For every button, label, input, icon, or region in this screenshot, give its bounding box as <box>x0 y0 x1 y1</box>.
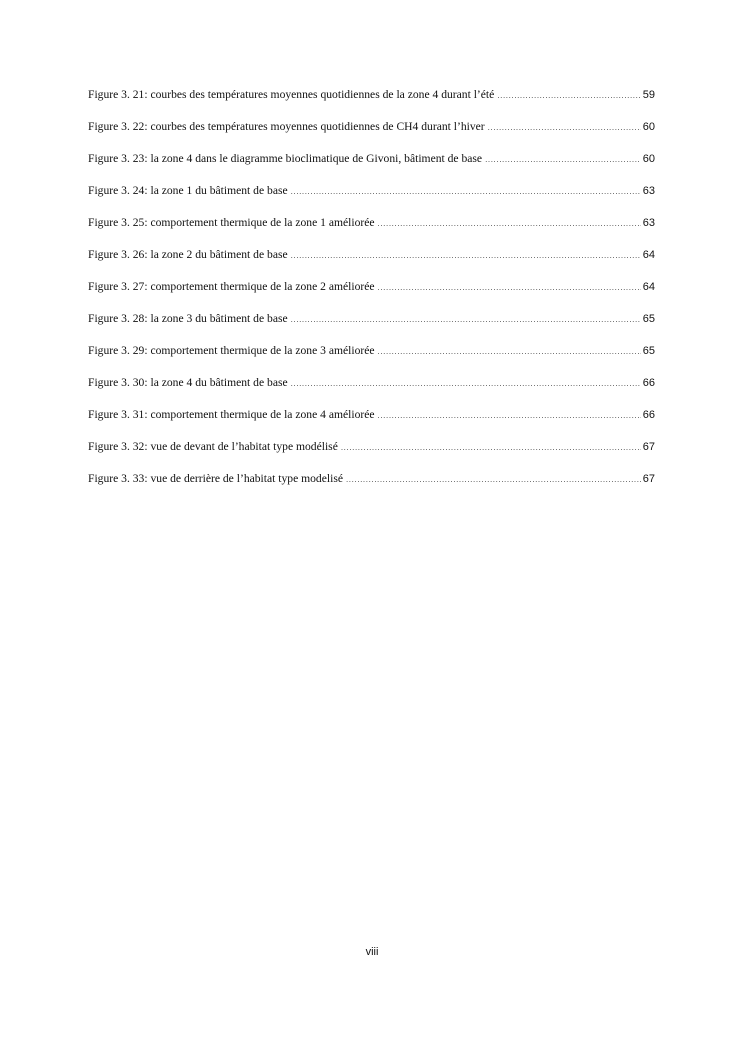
toc-entry-page: 60 <box>642 121 655 133</box>
dot-leader <box>291 315 641 324</box>
dot-leader <box>378 347 641 356</box>
toc-entry-page: 66 <box>642 409 655 421</box>
toc-entry-label: Figure 3. 29: comportement thermique de la zone 3 améliorée <box>88 344 375 357</box>
dot-leader <box>378 411 641 420</box>
toc-entry[interactable] <box>88 216 655 248</box>
toc-entry-label: Figure 3. 33: vue de derrière de l’habitat type modelisé <box>88 472 343 485</box>
toc-entry-label: Figure 3. 26: la zone 2 du bâtiment de base <box>88 248 288 261</box>
toc-entry-label: Figure 3. 31: comportement thermique de la zone 4 améliorée <box>88 408 375 421</box>
toc-entry-page: 67 <box>642 441 655 453</box>
toc-entry[interactable] <box>88 152 655 184</box>
toc-entry[interactable] <box>88 312 655 344</box>
toc-entry[interactable] <box>88 120 655 152</box>
toc-entry[interactable] <box>88 440 655 472</box>
toc-entry-label: Figure 3. 28: la zone 3 du bâtiment de base <box>88 312 288 325</box>
toc-entry-label: Figure 3. 27: comportement thermique de la zone 2 améliorée <box>88 280 375 293</box>
toc-entry-page: 66 <box>642 377 655 389</box>
dot-leader <box>346 475 641 484</box>
toc-entry-page: 63 <box>642 217 655 229</box>
toc-entry-page: 60 <box>642 153 655 165</box>
toc-entry[interactable] <box>88 472 655 504</box>
toc-entry-page: 63 <box>642 185 655 197</box>
dot-leader <box>291 251 641 260</box>
toc-entry-page: 59 <box>642 89 655 101</box>
toc-entry[interactable] <box>88 376 655 408</box>
toc-entry-page: 65 <box>642 345 655 357</box>
toc-entry[interactable] <box>88 88 655 120</box>
dot-leader <box>378 283 641 292</box>
toc-entry[interactable] <box>88 184 655 216</box>
toc-entry-page: 64 <box>642 281 655 293</box>
toc-entry-page: 65 <box>642 313 655 325</box>
toc-entry-label: Figure 3. 32: vue de devant de l’habitat type modélisé <box>88 440 338 453</box>
dot-leader <box>341 443 641 452</box>
dot-leader <box>378 219 641 228</box>
page-number: viii <box>365 946 379 958</box>
toc-entry[interactable] <box>88 344 655 376</box>
toc-entry[interactable] <box>88 280 655 312</box>
toc-entry-page: 67 <box>642 473 655 485</box>
toc-entry[interactable] <box>88 248 655 280</box>
dot-leader <box>291 187 641 196</box>
toc-entry[interactable] <box>88 408 655 440</box>
toc-entry-label: Figure 3. 21: courbes des températures moyennes quotidiennes de la zone 4 durant l’été <box>88 88 495 101</box>
toc-entry-label: Figure 3. 30: la zone 4 du bâtiment de base <box>88 376 288 389</box>
dot-leader <box>488 123 641 132</box>
dot-leader <box>485 155 641 164</box>
dot-leader <box>497 91 640 100</box>
dot-leader <box>291 379 641 388</box>
toc-entry-label: Figure 3. 24: la zone 1 du bâtiment de base <box>88 184 288 197</box>
toc-entry-label: Figure 3. 25: comportement thermique de la zone 1 améliorée <box>88 216 375 229</box>
toc-entry-label: Figure 3. 22: courbes des températures moyennes quotidiennes de CH4 durant l’hiver <box>88 120 485 133</box>
toc-entry-label: Figure 3. 23: la zone 4 dans le diagramme bioclimatique de Givoni, bâtiment de base <box>88 152 483 165</box>
toc-entry-page: 64 <box>642 249 655 261</box>
list-of-figures <box>88 88 655 504</box>
